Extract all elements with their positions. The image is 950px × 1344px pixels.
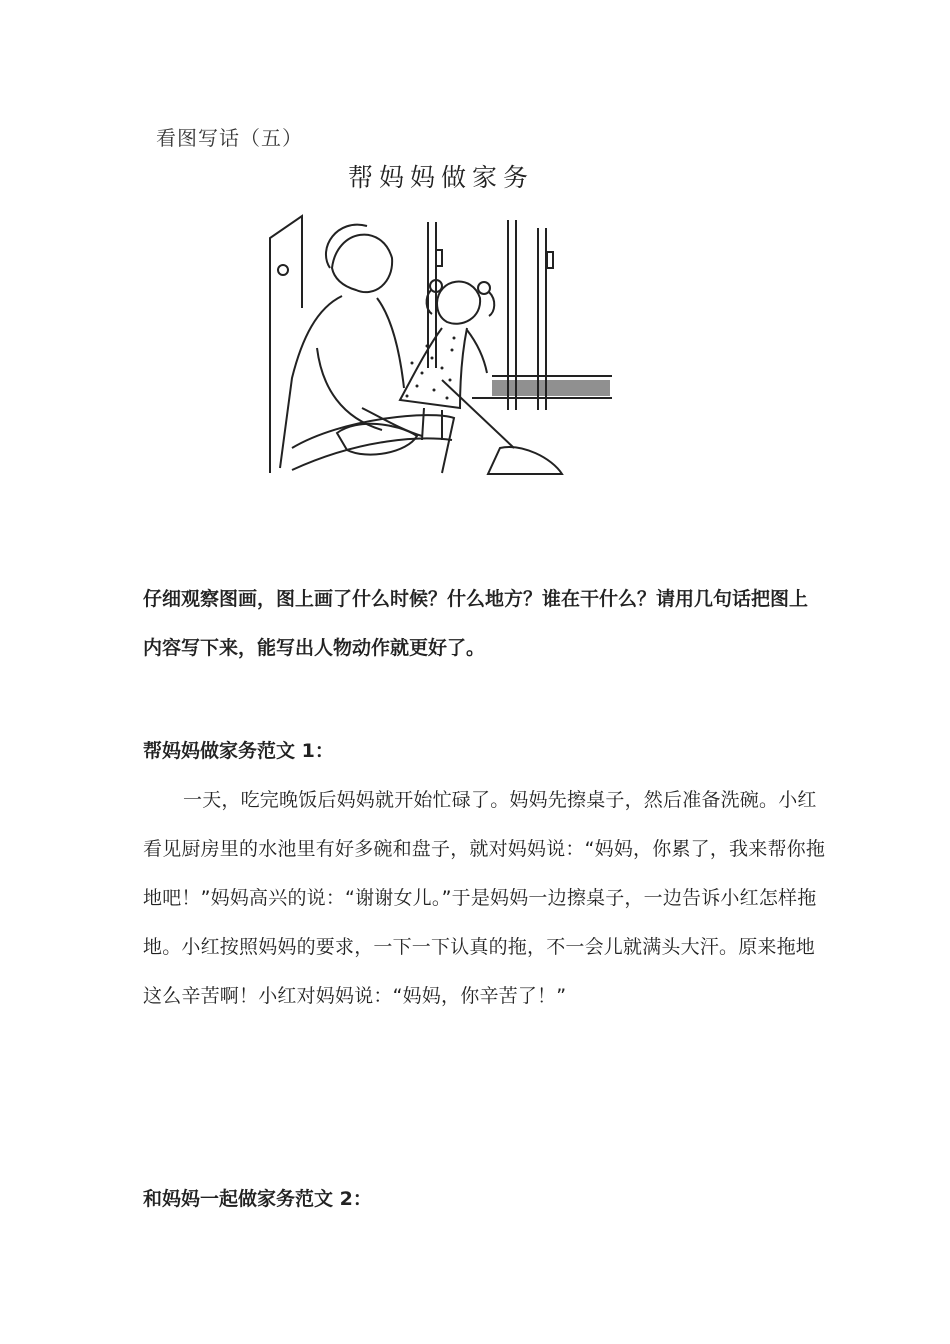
sample1-heading: 帮妈妈做家务范文 1： [143,740,334,762]
illustration [142,118,616,482]
writing-prompt: 仔细观察图画，图上画了什么时候？什么地方？谁在干什么？请用几句话把图上内容写下来，能写出人物动作就更好了。 [143,588,809,659]
sample1-body: 一天，吃完晚饭后妈妈就开始忙碌了。妈妈先擦桌子，然后准备洗碗。小红看见厨房里的水池里有好多碗和盘子，就对妈妈说：“妈妈，你累了，我来帮你拖地吧！”妈妈高兴的说：“谢谢女儿。”于是妈妈一边擦桌子，一边告诉小红怎样拖地。小红按照妈妈的要求，一下一下认真的拖，不一会儿就满头大汗。原来拖地这么辛苦啊！小红对妈妈说：“妈妈，你辛苦了！” [143,789,826,1007]
exercise-label: 看图写话（五） [156,126,303,150]
sample2-heading: 和妈妈一起做家务范文 2： [143,1188,372,1210]
illustration-title: 帮妈妈做家务 [348,163,535,192]
